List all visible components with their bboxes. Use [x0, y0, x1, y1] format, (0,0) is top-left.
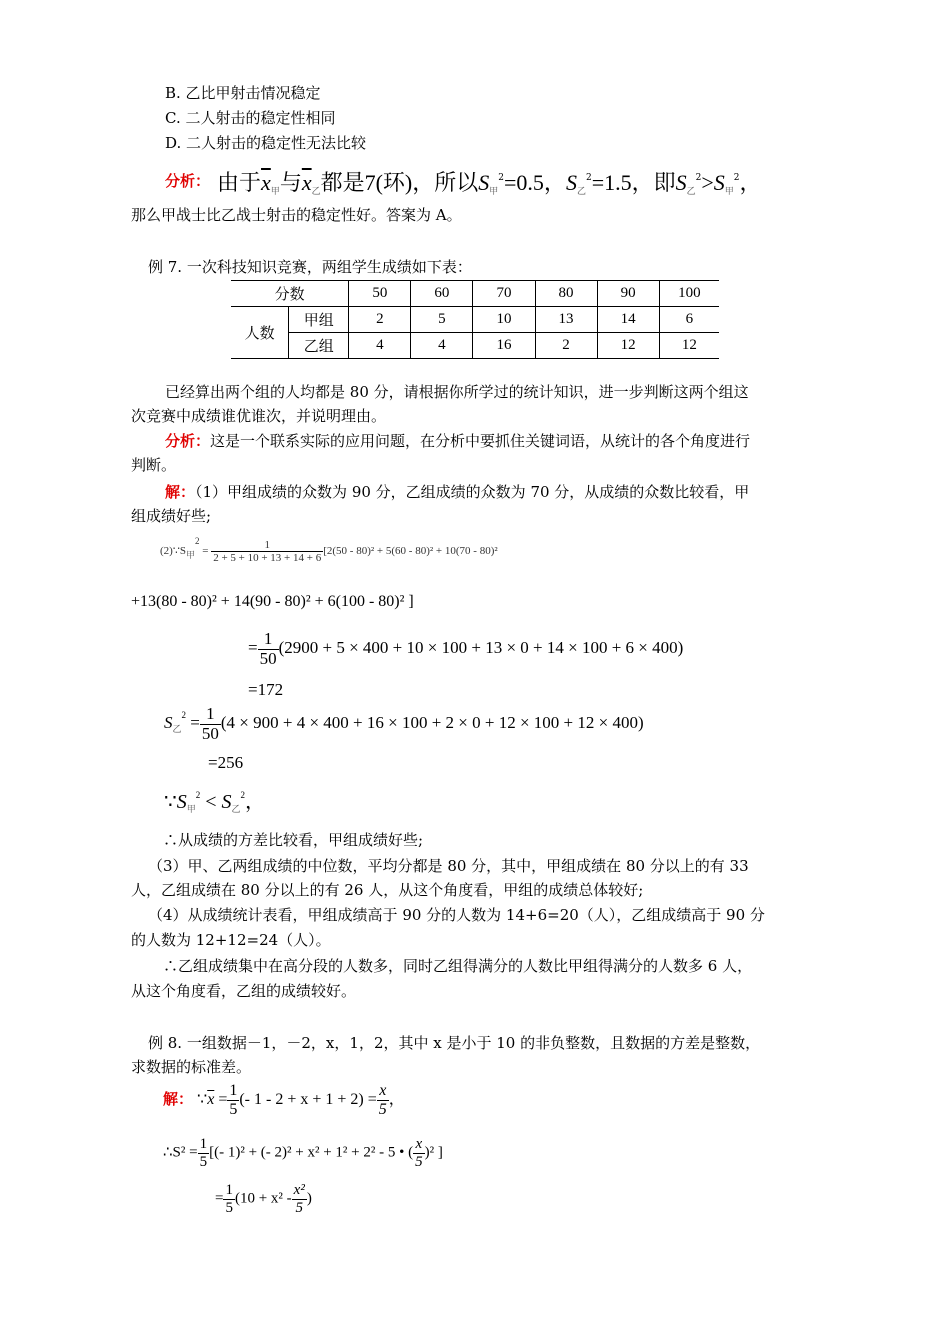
question-text: 已经算出两个组的人均都是 80 分，请根据你所学过的统计知识，进一步判断这两个组这: [165, 383, 749, 401]
table-cell: 4: [349, 333, 411, 359]
solution-text: ∴乙组成绩集中在高分段的人数多，同时乙组得满分的人数比甲组得满分的人数多 6 人，: [163, 957, 753, 975]
mean-formula: 解： $\because\overline{x}$ = $\frac{1}{5}$ (- 1 - 2 + x + 1 + 2) = $\frac{x}{5}$ ，: [163, 1082, 405, 1118]
table-cell: 12: [597, 333, 659, 359]
variance-formula: ∴S² = $\frac{1}{5}$ [(- 1)² + (- 2)² + x² + 1² + 2² - 5 • ( $\frac{x}{5}$ )² ]: [163, 1136, 443, 1170]
solution-text: （4）从成绩统计表看，甲组成绩高于 90 分的人数为 14+6=20（人），乙组成绩高于 90 分: [148, 906, 765, 924]
solution-text: 组成绩好些;: [131, 507, 212, 525]
solution-text: ∴从成绩的方差比较看，甲组成绩好些;: [163, 831, 424, 849]
score-cell: 90: [597, 281, 659, 307]
solution-label: 解：: [165, 483, 196, 501]
table-cell: 4: [411, 333, 473, 359]
table-cell: 13: [535, 307, 597, 333]
variance-calc-yi: $S_乙^2$ = $\frac{1}{50}$ (4 × 900 + 4 × 400 + 16 × 100 + 2 × 0 + 12 × 100 + 12 × 400): [164, 704, 644, 743]
solution-text: 从这个角度看，乙组的成绩较好。: [131, 982, 357, 1000]
table-cell: 6: [659, 307, 719, 333]
table-cell: 12: [659, 333, 719, 359]
analysis-label: 分析：: [165, 432, 211, 450]
analysis-label: 分析：: [165, 172, 211, 190]
table-cell: 2: [535, 333, 597, 359]
group-name: 乙组: [289, 333, 349, 359]
score-cell: 50: [349, 281, 411, 307]
rowgroup-label: 人数: [231, 307, 289, 359]
example8-title: 例 8. 一组数据－1，－2，x，1，2，其中 x 是小于 10 的非负整数，且数据的方差是整数，: [148, 1034, 761, 1052]
solution-label: 解：: [163, 1089, 194, 1108]
example7-title: 例 7. 一次科技知识竞赛，两组学生成绩如下表：: [148, 258, 472, 276]
solution-text: 人，乙组成绩在 80 分以上的有 26 人，从这个角度看，甲组的成绩总体较好;: [131, 881, 644, 899]
analysis-text: 判断。: [131, 456, 177, 474]
table-cell: 14: [597, 307, 659, 333]
table-cell: 16: [473, 333, 535, 359]
variance-compare: $\because S_甲^2 < S_乙^2$，: [164, 790, 266, 814]
solution-text: 的人数为 12+12=24（人）。: [131, 931, 331, 949]
table-cell: 10: [473, 307, 535, 333]
table-cell: 2: [349, 307, 411, 333]
group-name: 甲组: [289, 307, 349, 333]
score-cell: 70: [473, 281, 535, 307]
variance-formula-jia: $(2)\because S_甲^2$ = $\frac{1}{2 + 5 + 10 + 13 + 14 + 6}$ [2(50 - 80)² + 5(60 - 80)² + 10(70 - 80)²: [160, 536, 498, 564]
solution-text: （3）甲、乙两组成绩的中位数，平均分都是 80 分，其中，甲组成绩在 80 分以上的有 33: [148, 857, 749, 875]
variance-simplified: = $\frac{1}{5}$ (10 + x² - $\frac{\text{x²}}{5}$ ): [215, 1182, 312, 1216]
score-cell: 60: [411, 281, 473, 307]
score-cell: 80: [535, 281, 597, 307]
option-c: C. 二人射击的稳定性相同: [165, 109, 336, 127]
example8-title: 求数据的标准差。: [131, 1058, 252, 1076]
option-d: D. 二人射击的稳定性无法比较: [165, 134, 367, 152]
option-b: B. 乙比甲射击情况稳定: [165, 84, 321, 102]
analysis-line: 分析：这是一个联系实际的应用问题，在分析中要抓住关键词语，从统计的各个角度进行: [165, 432, 751, 450]
score-table: [231, 280, 719, 359]
table-header-row: [231, 281, 719, 307]
variance-calc-jia: = $\frac{1}{50}$ (2900 + 5 × 400 + 10 × 100 + 13 × 0 + 14 × 100 + 6 × 400): [248, 629, 684, 668]
solution-line: 解：（1）甲组成绩的众数为 90 分，乙组成绩的众数为 70 分，从成绩的众数比较看，甲: [165, 483, 750, 501]
variance-result-yi: =256: [208, 753, 244, 772]
variance-formula-cont: +13(80 - 80)² + 14(90 - 80)² + 6(100 - 80)² ]: [131, 593, 414, 610]
analysis-conclusion: 那么甲战士比乙战士射击的稳定性好。答案为 A。: [131, 206, 462, 224]
table-cell: 5: [411, 307, 473, 333]
question-text: 次竞赛中成绩谁优谁次，并说明理由。: [131, 407, 387, 425]
table-row: [231, 307, 719, 333]
variance-result-jia: =172: [248, 680, 284, 699]
analysis-line: 分析： 由于$\overline{x}_甲$与$\overline{x}_乙$都是7(环)，所以$S_甲^2=0.5$，$S_乙^2=1.5$，即$S_乙^2>S_甲^2$，: [165, 170, 762, 197]
header-label: 分数: [231, 281, 349, 307]
table-row: [231, 333, 719, 359]
score-cell: 100: [659, 281, 719, 307]
